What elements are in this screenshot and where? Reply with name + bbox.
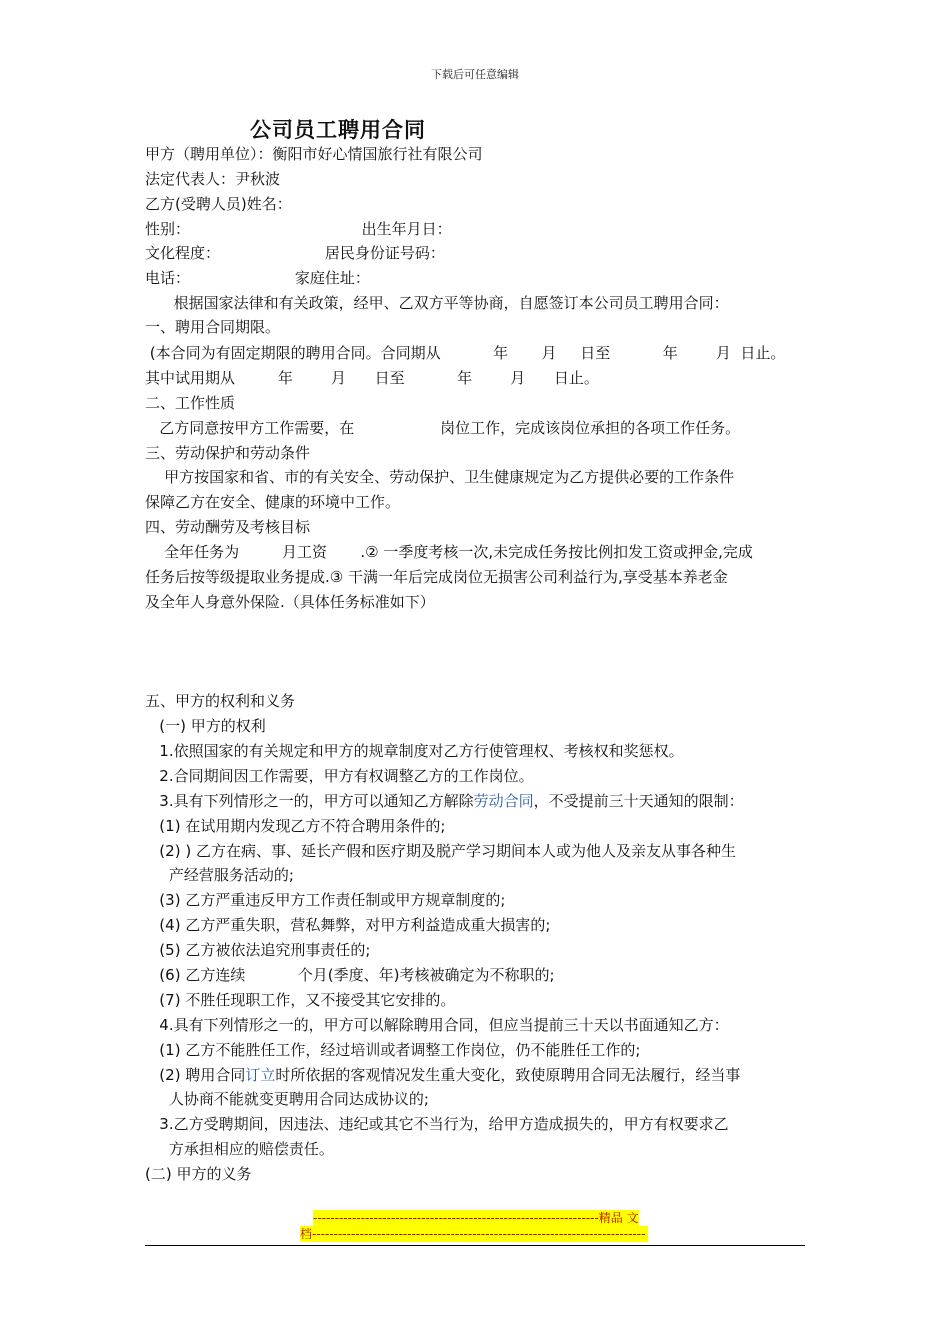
right-3-compensation: 3.乙方受聘期间，因违法、违纪或其它不当行为，给甲方造成损失的，甲方有权要求乙	[145, 1115, 729, 1133]
pay-3: 及全年人身意外保险.（具体任务标准如下）	[145, 593, 435, 611]
case-3: (3) 乙方严重违反甲方工作责任制或甲方规章制度的;	[145, 891, 506, 909]
right-3-compensation-cont: 方承担相应的赔偿责任。	[145, 1140, 334, 1158]
contract-term: (本合同为有固定期限的聘用合同。合同期从 年 月 日至 年 月 日止。	[145, 344, 786, 362]
subsection-obligations: (二) 甲方的义务	[145, 1165, 252, 1183]
footer-mark-line-2: 档-----------------------------------------------------------------------------	[300, 1226, 648, 1242]
labor-protection-1: 甲方按国家和省、市的有关安全、劳动保护、卫生健康规定为乙方提供必要的工作条件	[145, 468, 735, 486]
preamble: 根据国家法律和有关政策，经甲、乙双方平等协商，自愿签订本公司员工聘用合同：	[145, 294, 729, 312]
footer-rule	[145, 1245, 805, 1246]
notice-case-2-text: (2) 聘用合同	[145, 1066, 246, 1084]
document-title: 公司员工聘用合同	[250, 118, 426, 142]
case-2: (2) ) 乙方在病、事、延长产假和医疗期及脱产学习期间本人或为他人及亲友从事各种生	[145, 842, 736, 860]
right-3-tail: ，不受提前三十天通知的限制：	[533, 792, 744, 810]
labor-protection-2: 保障乙方在安全、健康的环境中工作。	[145, 493, 401, 511]
pay-2: 任务后按等级提取业务提成.③ 干满一年后完成岗位无损害公司利益行为,享受基本养老金	[145, 568, 728, 586]
phone-address: 电话： 家庭住址：	[145, 269, 370, 287]
pay-1: 全年任务为 月工资 .② 一季度考核一次,未完成任务按比例扣发工资或押金,完成	[145, 543, 753, 561]
section-4-heading: 四、劳动酬劳及考核目标	[145, 518, 311, 536]
page-header-note: 下载后可任意编辑	[431, 68, 519, 81]
labor-contract-link[interactable]: 劳动合同	[473, 792, 534, 810]
section-5-heading: 五、甲方的权利和义务	[145, 692, 296, 710]
right-1: 1.依照国家的有关规定和甲方的规章制度对乙方行使管理权、考核权和奖惩权。	[145, 742, 684, 760]
notice-case-2-cont: 人协商不能就变更聘用合同达成协议的;	[145, 1090, 429, 1108]
legal-representative: 法定代表人：尹秋波	[145, 170, 281, 188]
gender-birthdate: 性别： 出生年月日：	[145, 220, 452, 238]
conclude-link[interactable]: 订立	[245, 1066, 276, 1084]
case-4: (4) 乙方严重失职，营私舞弊，对甲方利益造成重大损害的;	[145, 916, 551, 934]
case-5: (5) 乙方被依法追究刑事责任的;	[145, 941, 371, 959]
section-2-heading: 二、工作性质	[145, 394, 236, 412]
right-2: 2.合同期间因工作需要，甲方有权调整乙方的工作岗位。	[145, 767, 534, 785]
work-nature: 乙方同意按甲方工作需要，在 岗位工作，完成该岗位承担的各项工作任务。	[145, 419, 741, 437]
section-1-heading: 一、聘用合同期限。	[145, 318, 281, 336]
case-2-cont: 产经营服务活动的;	[145, 866, 294, 884]
notice-case-2-tail: 时所依据的客观情况发生重大变化，致使原聘用合同无法履行，经当事	[275, 1066, 741, 1084]
right-4: 4.具有下列情形之一的，甲方可以解除聘用合同，但应当提前三十天以书面通知乙方：	[145, 1016, 729, 1034]
party-b-name: 乙方(受聘人员)姓名：	[145, 195, 292, 213]
notice-case-2	[145, 1065, 740, 1085]
right-3	[145, 791, 744, 811]
case-1: (1) 在试用期内发现乙方不符合聘用条件的;	[145, 817, 446, 835]
case-7: (7) 不胜任现职工作，又不接受其它安排的。	[145, 991, 456, 1009]
right-3-text: 3.具有下列情形之一的，甲方可以通知乙方解除	[145, 792, 474, 810]
section-3-heading: 三、劳动保护和劳动条件	[145, 444, 311, 462]
footer-mark-line-1: ------------------------------------------------------------------精品 文	[313, 1211, 639, 1225]
probation-term: 其中试用期从 年 月 日至 年 月 日止。	[145, 369, 599, 387]
education-id: 文化程度： 居民身份证号码：	[145, 244, 445, 262]
subsection-rights: (一) 甲方的权利	[145, 717, 266, 735]
case-6: (6) 乙方连续 个月(季度、年)考核被确定为不称职的;	[145, 966, 555, 984]
notice-case-1: (1) 乙方不能胜任工作，经过培训或者调整工作岗位，仍不能胜任工作的;	[145, 1041, 641, 1059]
party-a: 甲方（聘用单位）：衡阳市好心情国旅行社有限公司	[145, 145, 483, 163]
